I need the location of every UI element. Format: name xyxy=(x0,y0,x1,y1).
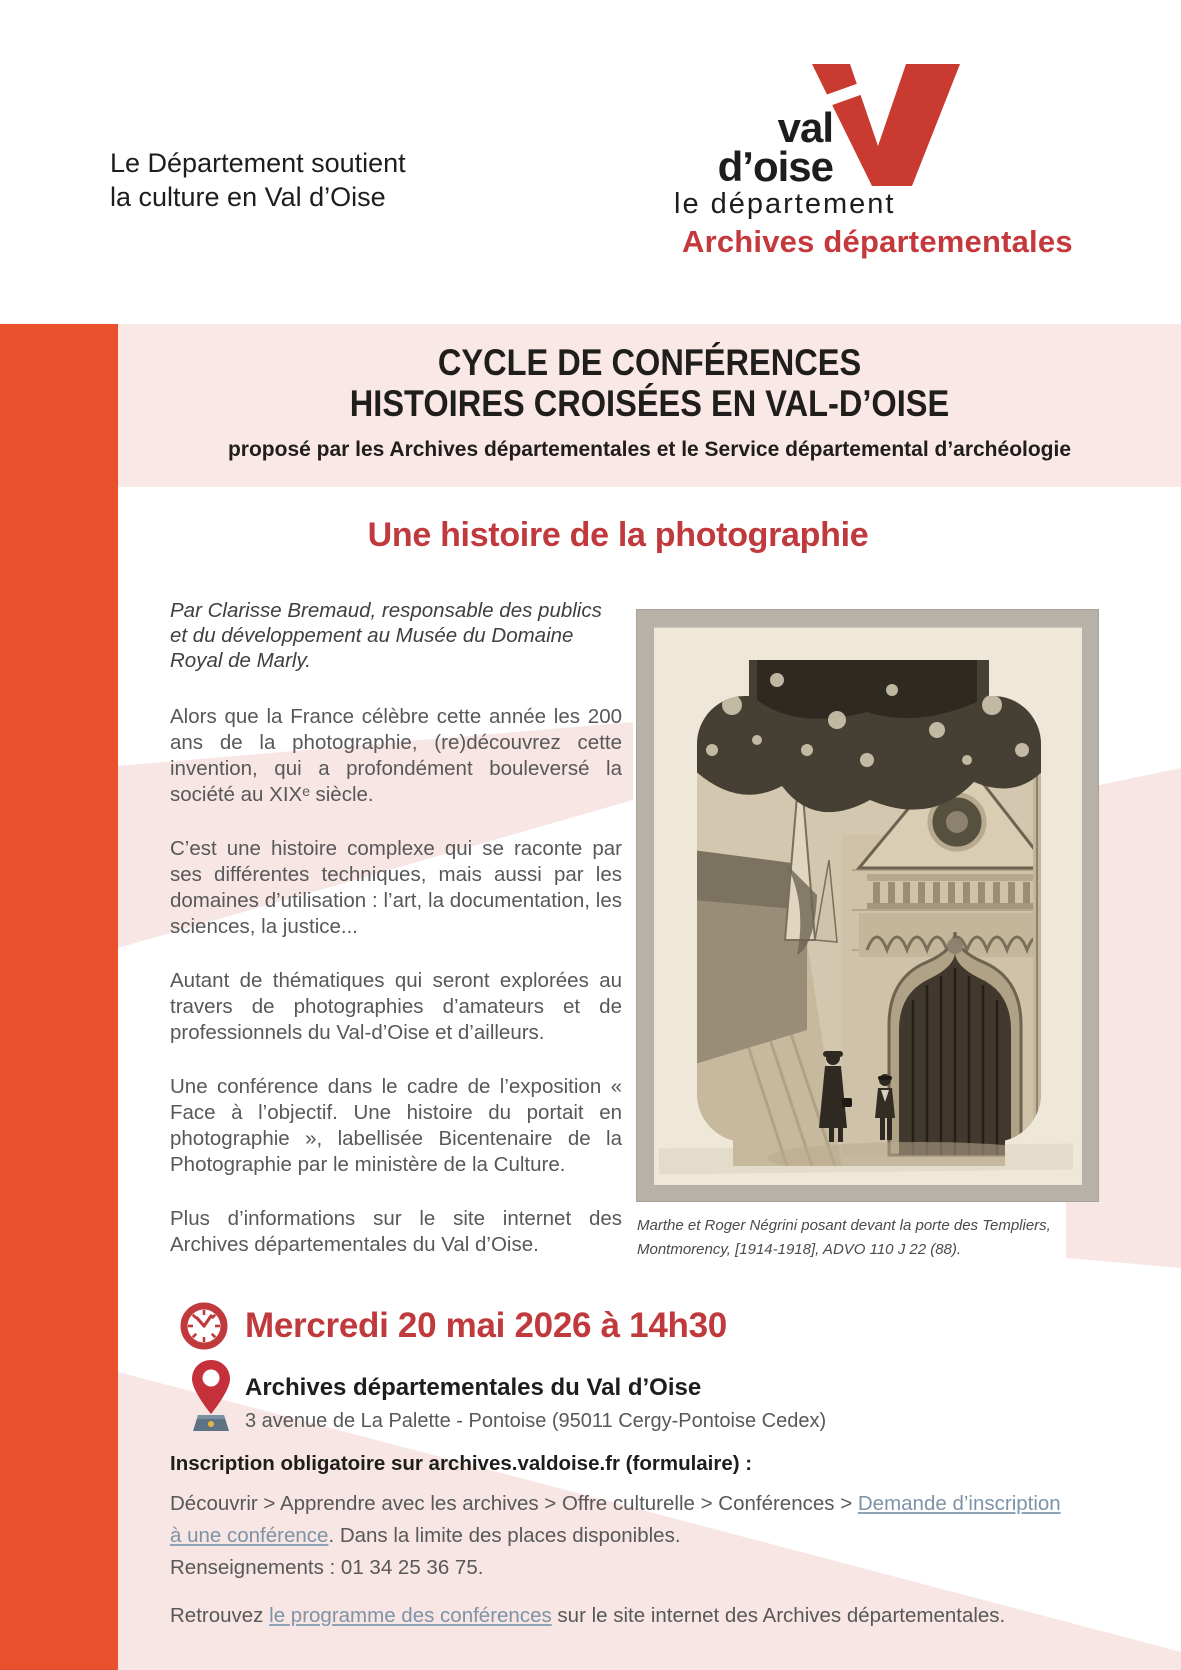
footer-prefix: Retrouvez xyxy=(170,1604,270,1627)
registration-phone: Renseignements : 01 34 25 36 75. xyxy=(170,1556,484,1579)
article-paragraph: Une conférence dans le cadre de l’exposition « Face à l’objectif. Une histoire du portait en photographie », labellisée Bicentenaire de la Photographie par le ministère de la Culture. xyxy=(170,1075,622,1176)
logo-department-text: le département xyxy=(674,188,896,220)
department-support-text: Le Département soutient la culture en Val d’Oise xyxy=(110,148,406,212)
registration-path-suffix: . Dans la limite des places disponibles. xyxy=(328,1524,681,1547)
conference-banner xyxy=(118,324,1181,487)
archival-photo xyxy=(636,609,1099,1202)
registration-path xyxy=(170,1488,1070,1552)
event-address: 3 avenue de La Palette - Pontoise (95011 Cergy-Pontoise Cedex) xyxy=(245,1410,827,1432)
banner-title: CYCLE DE CONFÉRENCES HISTOIRES CROISÉES EN VAL-D’OISE xyxy=(349,342,950,424)
event-datetime: Mercredi 20 mai 2026 à 14h30 xyxy=(245,1306,727,1345)
footer-suffix: sur le site internet des Archives départementales. xyxy=(551,1604,1006,1627)
banner-subtitle: proposé par les Archives départementales et le Service départemental d’archéologie xyxy=(227,438,1072,461)
logo-wordmark: val d’oise xyxy=(717,104,833,190)
registration-form-link[interactable]: Demande d’inscription à une conférence xyxy=(170,1492,1061,1547)
photo-image xyxy=(637,610,1100,1203)
article-paragraph: Plus d’informations sur le site internet des Archives départementales du Val d’Oise. xyxy=(170,1207,622,1256)
location-pin-icon xyxy=(189,1358,233,1432)
logo-archives-text: Archives départementales xyxy=(682,224,1073,259)
program-link[interactable]: le programme des conférences xyxy=(269,1604,552,1627)
article-title: Une histoire de la photographie xyxy=(367,516,869,554)
clock-icon xyxy=(180,1302,228,1350)
article-paragraph: Autant de thématiques qui seront explorées au travers de photographies d’amateurs et de professionnels du Val-d’Oise et d’ailleurs. xyxy=(170,969,622,1044)
registration-path-prefix: Découvrir > Apprendre avec les archives > Offre culturelle > Conférences > xyxy=(170,1492,858,1515)
article-paragraph: Alors que la France célèbre cette année les 200 ans de la photographie, (re)découvrez cette invention, qui a profondément bouleversé la société au XIXᵉ siècle. xyxy=(170,705,622,806)
event-venue: Archives départementales du Val d’Oise xyxy=(245,1374,702,1401)
val-doise-logo xyxy=(620,50,1100,280)
photo-caption: Marthe et Roger Négrini posant devant la porte des Templiers, Montmorency, [1914-1918], ADVO 110 J 22 (88). xyxy=(637,1217,1051,1258)
article-paragraph: C’est une histoire complexe qui se raconte par ses différentes techniques, mais aussi par les domaines d’utilisation : l’art, la documentation, les sciences, la justice... xyxy=(170,837,622,938)
left-accent-bar xyxy=(0,324,118,1670)
registration-heading: Inscription obligatoire sur archives.valdoise.fr (formulaire) : xyxy=(170,1452,753,1475)
footer-program-line xyxy=(170,1604,1130,1628)
article-body xyxy=(170,598,622,1286)
registration-info xyxy=(170,1452,1070,1584)
article-byline: Par Clarisse Bremaud, responsable des publics et du développement au Musée du Domaine Royal de Marly. xyxy=(170,599,602,672)
